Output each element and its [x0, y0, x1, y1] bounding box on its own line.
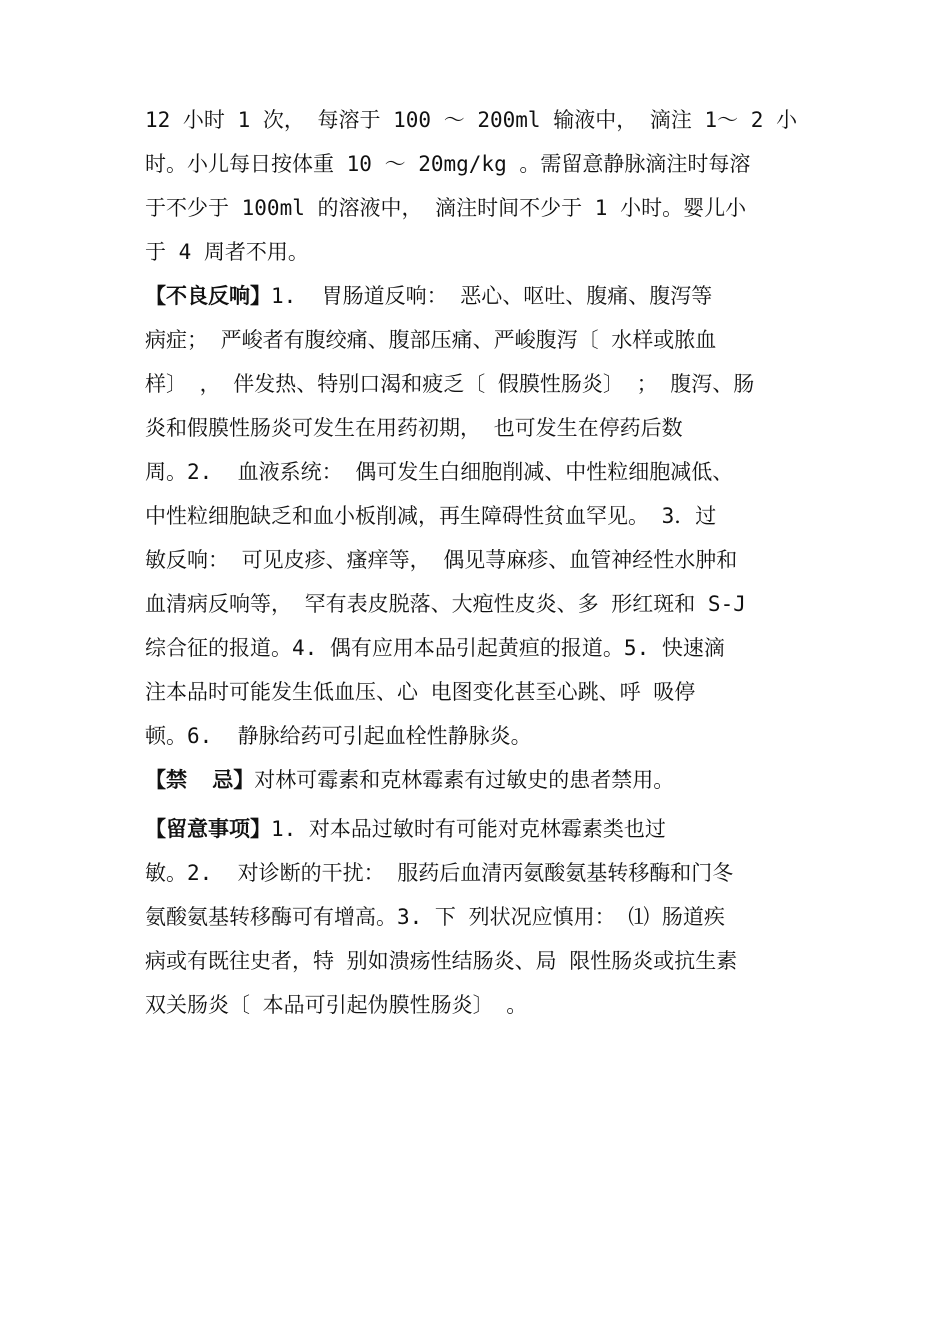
text-line: [145, 150, 825, 178]
text-line: [145, 947, 825, 975]
text-line: [145, 722, 825, 750]
text-line: [145, 502, 825, 530]
line-text: 敏。2. 对诊断的干扰： 服药后血清丙氨酸氨基转移酶和门冬: [145, 861, 734, 885]
line-text: 注本品时可能发生低血压、心 电图变化甚至心跳、呼 吸停: [145, 680, 696, 704]
text-line: [145, 458, 825, 486]
line-text: 于不少于 100ml 的溶液中， 滴注时间不少于 1 小时。婴儿小: [145, 196, 747, 220]
line-text: 12 小时 1 次， 每溶于 100 ～ 200ml 输液中， 滴注 1～ 2 小: [145, 108, 798, 132]
text-line: [145, 194, 825, 222]
text-line: [145, 991, 825, 1019]
line-text: 对林可霉素和克林霉素有过敏史的患者禁用。: [254, 768, 675, 792]
line-text: 血清病反响等， 罕有表皮脱落、大疱性皮炎、多 形红斑和 S-J: [145, 592, 746, 616]
line-text: 样〕 ， 伴发热、特别口渴和疲乏〔 假膜性肠炎〕 ； 腹泻、肠: [145, 372, 755, 396]
text-line: [145, 370, 825, 398]
text-line: [145, 546, 825, 574]
text-line: [145, 238, 825, 266]
text-line: [145, 414, 825, 442]
line-text: 病或有既往史者，特 别如溃疡性结肠炎、局 限性肠炎或抗生素: [145, 949, 738, 973]
line-text: 双关肠炎〔 本品可引起伪膜性肠炎〕 。: [145, 993, 528, 1017]
section-heading: 【留意事项】: [145, 817, 271, 841]
section-contraindications: [145, 766, 825, 794]
text-line: [145, 859, 825, 887]
section-heading: 【禁 忌】: [145, 768, 255, 792]
line-text: 于 4 周者不用。: [145, 240, 309, 264]
text-line: [145, 326, 825, 354]
line-text: 1. 胃肠道反响： 恶心、呕吐、腹痛、腹泻等: [271, 284, 713, 308]
section-heading: 【不良反响】: [145, 284, 271, 308]
line-text: 时。小儿每日按体重 10 ～ 20mg/kg 。需留意静脉滴注时每溶: [145, 152, 751, 176]
text-line: [145, 590, 825, 618]
line-text: 中性粒细胞缺乏和血小板削减，再生障碍性贫血罕见。 3．过: [145, 504, 717, 528]
line-text: 1. 对本品过敏时有可能对克林霉素类也过: [271, 817, 666, 841]
text-line: [145, 634, 825, 662]
line-text: 顿。6. 静脉给药可引起血栓性静脉炎。: [145, 724, 532, 748]
line-text: 周。2. 血液系统： 偶可发生白细胞削减、中性粒细胞减低、: [145, 460, 734, 484]
line-text: 病症； 严峻者有腹绞痛、腹部压痛、严峻腹泻〔 水样或脓血: [145, 328, 717, 352]
section-precautions: [145, 815, 825, 843]
text-line: [145, 678, 825, 706]
line-text: 敏反响： 可见皮疹、瘙痒等， 偶见荨麻疹、血管神经性水肿和: [145, 548, 738, 572]
section-adverse-reactions: [145, 282, 825, 310]
line-text: 氨酸氨基转移酶可有增高。3. 下 列状况应慎用： ⑴ 肠道疾: [145, 905, 725, 929]
text-line: [145, 106, 825, 134]
line-text: 综合征的报道。4. 偶有应用本品引起黄疸的报道。5. 快速滴: [145, 636, 725, 660]
line-text: 炎和假膜性肠炎可发生在用药初期， 也可发生在停药后数: [145, 416, 683, 440]
text-line: [145, 903, 825, 931]
